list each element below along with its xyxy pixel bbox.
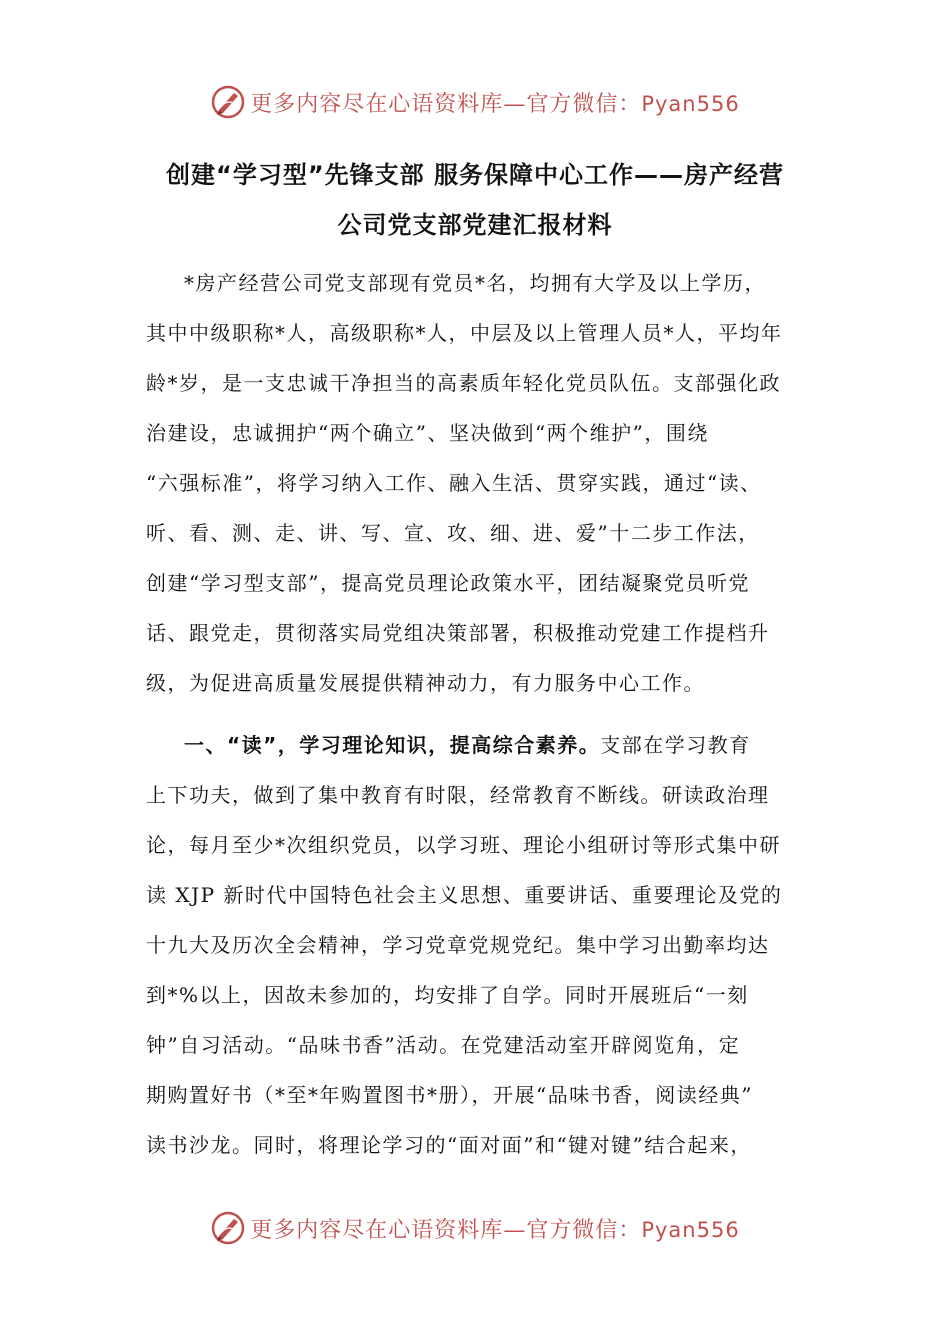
paragraph-line: 期购置好书（*至*年购置图书*册），开展“品味书香，阅读经典” <box>146 1083 753 1107</box>
paragraph-line: 话、跟党走，贯彻落实局党组决策部署，积极推动党建工作提档升 <box>146 621 770 645</box>
document-title-line-2: 公司党支部党建汇报材料 <box>337 211 613 239</box>
paragraph-line: 其中中级职称*人，高级职称*人，中层及以上管理人员*人，平均年 <box>146 321 783 345</box>
paragraph-line: 听、看、测、走、讲、写、宣、攻、细、进、爱”十二步工作法， <box>146 521 760 545</box>
document-title-line-1: 创建“学习型”先锋支部 服务保障中心工作——房产经营 <box>166 161 784 189</box>
paragraph-line: 十九大及历次全会精神，学习党章党规党纪。集中学习出勤率均达 <box>146 933 770 957</box>
intro-paragraph <box>146 258 806 708</box>
watermark-text: 更多内容尽在心语资料库—官方微信：Pyan556 <box>250 91 740 117</box>
paragraph-line: 级，为促进高质量发展提供精神动力，有力服务中心工作。 <box>146 671 705 695</box>
paragraph-line: 龄*岁，是一支忠诚干净担当的高素质年轻化党员队伍。支部强化政 <box>146 371 781 395</box>
section-1-first-line <box>146 720 806 770</box>
paragraph-line: 读书沙龙。同时，将理论学习的“面对面”和“键对键”结合起来， <box>146 1133 752 1157</box>
paragraph-line: *房产经营公司党支部现有党员*名，均拥有大学及以上学历， <box>184 271 766 295</box>
paragraph-line: 论，每月至少*次组织党员，以学习班、理论小组研讨等形式集中研 <box>146 833 781 857</box>
paragraph-line: 治建设，忠诚拥护“两个确立”、坚决做到“两个维护”，围绕 <box>146 421 709 445</box>
paragraph-line: 读 XJP 新时代中国特色社会主义思想、重要讲话、重要理论及党的 <box>146 883 783 907</box>
watermark-text: 更多内容尽在心语资料库—官方微信：Pyan556 <box>250 1217 740 1243</box>
paragraph-line: 创建“学习型支部”，提高党员理论政策水平，团结凝聚党员听党 <box>146 571 750 595</box>
pen-logo-icon <box>210 84 246 120</box>
section-1-paragraph <box>146 720 806 1170</box>
watermark-header <box>0 82 950 122</box>
section-1-heading: 一、“读”，学习理论知识，提高综合素养。 <box>184 733 601 757</box>
section-1-first-rest: 支部在学习教育 <box>600 733 751 757</box>
pen-logo-icon <box>210 1210 246 1246</box>
paragraph-line: 到*%以上，因故未参加的，均安排了自学。同时开展班后“一刻 <box>146 983 749 1007</box>
paragraph-line: “六强标准”，将学习纳入工作、融入生活、贯穿实践，通过“读、 <box>146 471 762 495</box>
paragraph-line: 上下功夫，做到了集中教育有时限，经常教育不断线。研读政治理 <box>146 783 770 807</box>
watermark-footer <box>0 1208 950 1248</box>
paragraph-line: 钟”自习活动。“品味书香”活动。在党建活动室开辟阅览角，定 <box>146 1033 741 1057</box>
